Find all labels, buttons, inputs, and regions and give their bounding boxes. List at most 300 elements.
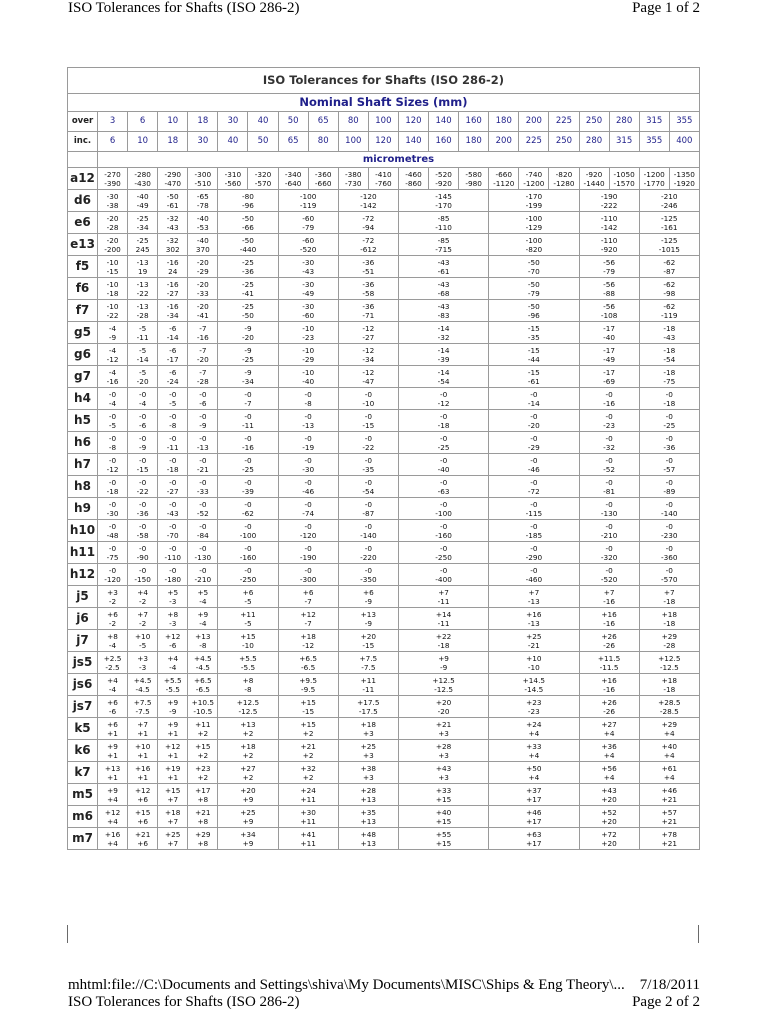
lower-deviation: -40: [302, 376, 315, 386]
tolerance-cell: [278, 740, 338, 762]
lower-deviation: -4.5: [135, 684, 150, 694]
tolerance-cell: [218, 256, 278, 278]
upper-deviation: +61: [661, 763, 677, 773]
upper-deviation: -0: [439, 455, 448, 465]
upper-deviation: +63: [526, 829, 542, 839]
tolerance-cell: [338, 784, 398, 806]
upper-deviation: +7: [528, 587, 540, 597]
tolerance-grade-label: m5: [68, 784, 98, 806]
size-over-value: 225: [549, 112, 579, 132]
upper-deviation: +48: [360, 829, 377, 839]
upper-deviation: +20: [435, 697, 452, 707]
tolerance-cell: [398, 256, 488, 278]
tolerance-grade-label: js6: [68, 674, 98, 696]
tolerance-cell: [158, 564, 188, 586]
lower-deviation: -715: [435, 244, 452, 254]
size-inc-value: 200: [489, 132, 519, 152]
lower-deviation: -8: [304, 398, 312, 408]
upper-deviation: -340: [284, 169, 302, 179]
tolerance-cell: [338, 828, 398, 850]
upper-deviation: +25: [240, 807, 256, 817]
tolerance-cell: [489, 498, 579, 520]
lower-deviation: -3: [139, 662, 147, 672]
upper-deviation: -0: [139, 499, 147, 509]
lower-deviation: -15: [106, 266, 119, 276]
tolerance-cell: [639, 498, 699, 520]
upper-deviation: +5.5: [163, 675, 182, 685]
tolerance-cell: [98, 520, 128, 542]
lower-deviation: +17: [526, 838, 542, 848]
tolerance-cell: [398, 476, 488, 498]
tolerance-cell: [128, 278, 158, 300]
upper-deviation: -36: [362, 301, 375, 311]
table-row: [68, 674, 700, 696]
upper-deviation: +18: [240, 741, 256, 751]
lower-deviation: -222: [600, 200, 618, 210]
upper-deviation: -660: [495, 169, 513, 179]
tolerance-cell: [98, 168, 128, 190]
tolerance-cell: [579, 300, 639, 322]
tolerance-cell: [489, 366, 579, 388]
upper-deviation: +21: [195, 807, 211, 817]
upper-deviation: -25: [242, 257, 254, 267]
tolerance-grade-label: h11: [68, 542, 98, 564]
lower-deviation: -199: [525, 200, 543, 210]
upper-deviation: -36: [362, 257, 375, 267]
lower-deviation: -8: [199, 640, 207, 650]
tolerance-cell: [398, 454, 488, 476]
tolerance-cell: [308, 168, 338, 190]
lower-deviation: -10: [362, 398, 375, 408]
lower-deviation: -4: [199, 618, 207, 628]
upper-deviation: -85: [437, 235, 450, 245]
lower-deviation: +4: [663, 750, 675, 760]
upper-deviation: +33: [435, 785, 452, 795]
upper-deviation: -10: [302, 367, 315, 377]
tolerance-grade-label: h6: [68, 432, 98, 454]
lower-deviation: -15: [136, 464, 149, 474]
lower-deviation: +1: [107, 772, 118, 782]
tolerance-cell: [489, 388, 579, 410]
upper-deviation: +40: [661, 741, 677, 751]
upper-deviation: +32: [300, 763, 316, 773]
upper-deviation: -15: [527, 367, 540, 377]
tolerance-cell: [98, 608, 128, 630]
lower-deviation: -220: [360, 552, 377, 562]
upper-deviation: +15: [134, 807, 151, 817]
tolerance-cell: [158, 344, 188, 366]
tolerance-cell: [278, 542, 338, 564]
upper-deviation: -0: [364, 389, 372, 399]
lower-deviation: -28.5: [659, 706, 679, 716]
lower-deviation: -58: [362, 288, 375, 298]
tolerance-cell: [579, 630, 639, 652]
lower-deviation: -60: [302, 310, 315, 320]
tolerance-cell: [98, 476, 128, 498]
lower-deviation: -18: [663, 618, 676, 628]
lower-deviation: -2.5: [105, 662, 120, 672]
tolerance-cell: [579, 806, 639, 828]
lower-deviation: -38: [106, 200, 119, 210]
tolerance-cell: [639, 476, 699, 498]
upper-deviation: +7.5: [359, 653, 378, 663]
tolerance-cell: [128, 630, 158, 652]
tolerance-cell: [188, 168, 218, 190]
lower-deviation: -1570: [613, 178, 635, 188]
lower-deviation: -28: [196, 376, 209, 386]
size-inc-value: 30: [188, 132, 218, 152]
lower-deviation: -98: [663, 288, 676, 298]
tolerance-cell: [188, 564, 218, 586]
size-inc-value: 6: [98, 132, 128, 152]
upper-deviation: -72: [362, 213, 375, 223]
size-inc-value: 160: [429, 132, 459, 152]
lower-deviation: +1: [107, 728, 118, 738]
lower-deviation: -17: [166, 354, 179, 364]
upper-deviation: +41: [300, 829, 316, 839]
tolerance-cell: [579, 256, 639, 278]
size-over-value: 10: [158, 112, 188, 132]
upper-deviation: -0: [605, 455, 613, 465]
lower-deviation: -15: [362, 420, 375, 430]
tolerance-grade-label: m6: [68, 806, 98, 828]
table-row: [68, 432, 700, 454]
tolerance-cell: [128, 388, 158, 410]
tolerance-cell: [639, 454, 699, 476]
upper-deviation: -36: [362, 279, 375, 289]
lower-deviation: -5: [108, 420, 117, 430]
upper-deviation: -40: [136, 191, 149, 201]
tolerance-cell: [98, 388, 128, 410]
upper-deviation: +38: [360, 763, 377, 773]
size-inc-value: 10: [128, 132, 158, 152]
lower-deviation: -22: [362, 442, 375, 452]
lower-deviation: 19: [137, 266, 148, 276]
upper-deviation: -14: [437, 323, 450, 333]
lower-deviation: -15: [362, 640, 375, 650]
lower-deviation: -36: [242, 266, 254, 276]
upper-deviation: -17: [603, 323, 616, 333]
upper-deviation: -0: [364, 477, 372, 487]
lower-deviation: -16: [603, 596, 616, 606]
lower-deviation: -43: [166, 222, 179, 232]
upper-deviation: +13: [104, 763, 121, 773]
tolerance-cell: [338, 542, 398, 564]
upper-deviation: +26: [601, 697, 617, 707]
lower-deviation: -7: [304, 618, 312, 628]
upper-deviation: -30: [302, 279, 315, 289]
tolerance-cell: [218, 476, 278, 498]
tolerance-cell: [218, 608, 278, 630]
upper-deviation: -0: [304, 543, 312, 553]
tolerance-cell: [338, 234, 398, 256]
lower-deviation: -19: [302, 442, 315, 452]
tolerance-cell: [218, 432, 278, 454]
lower-deviation: +3: [362, 772, 374, 782]
lower-deviation: +4: [603, 772, 615, 782]
lower-deviation: -63: [437, 486, 450, 496]
upper-deviation: +16: [526, 609, 542, 619]
upper-deviation: -14: [437, 345, 450, 355]
tolerance-cell: [338, 608, 398, 630]
lower-deviation: -170: [435, 200, 452, 210]
upper-deviation: -520: [435, 169, 452, 179]
upper-deviation: +22: [435, 631, 452, 641]
tolerance-cell: [218, 806, 278, 828]
tolerance-cell: [98, 322, 128, 344]
lower-deviation: -100: [239, 530, 257, 540]
lower-deviation: -70: [166, 530, 179, 540]
upper-deviation: -12: [362, 367, 375, 377]
tolerance-cell: [489, 608, 579, 630]
upper-deviation: -13: [136, 279, 149, 289]
lower-deviation: +20: [601, 816, 617, 826]
tolerance-cell: [218, 212, 278, 234]
lower-deviation: +13: [360, 816, 377, 826]
upper-deviation: -210: [661, 191, 678, 201]
tolerance-cell: [218, 718, 278, 740]
tolerance-cell: [158, 762, 188, 784]
upper-deviation: -0: [199, 477, 207, 487]
lower-deviation: -43: [663, 332, 676, 342]
tolerance-cell: [579, 784, 639, 806]
upper-deviation: -125: [661, 213, 678, 223]
lower-deviation: +11: [300, 794, 316, 804]
tolerance-cell: [278, 520, 338, 542]
upper-deviation: -43: [437, 301, 450, 311]
lower-deviation: -320: [600, 552, 618, 562]
lower-deviation: -4: [108, 398, 117, 408]
lower-deviation: -87: [663, 266, 676, 276]
upper-deviation: -110: [600, 213, 618, 223]
upper-deviation: -50: [527, 301, 540, 311]
upper-deviation: -9: [244, 345, 252, 355]
lower-deviation: -58: [136, 530, 149, 540]
upper-deviation: -4: [108, 345, 117, 355]
upper-deviation: -50: [527, 279, 540, 289]
upper-deviation: -0: [169, 411, 177, 421]
tolerance-cell: [398, 520, 488, 542]
lower-deviation: +4: [107, 838, 118, 848]
lower-deviation: +20: [601, 838, 617, 848]
table-row: [68, 828, 700, 850]
upper-deviation: +18: [661, 609, 677, 619]
tolerance-cell: [98, 740, 128, 762]
lower-deviation: +6: [137, 838, 149, 848]
upper-deviation: -40: [196, 235, 209, 245]
tolerance-cell: [98, 542, 128, 564]
tolerance-grade-label: a12: [68, 168, 98, 190]
upper-deviation: -62: [663, 257, 676, 267]
lower-deviation: -62: [242, 508, 254, 518]
upper-deviation: -0: [665, 565, 673, 575]
lower-deviation: +4: [663, 728, 675, 738]
upper-deviation: +12: [300, 609, 316, 619]
lower-deviation: -760: [375, 178, 392, 188]
upper-deviation: +40: [435, 807, 452, 817]
lower-deviation: -12: [437, 398, 450, 408]
tolerance-cell: [218, 366, 278, 388]
tolerance-cell: [158, 410, 188, 432]
upper-deviation: +5: [167, 587, 179, 597]
upper-deviation: +6: [107, 609, 118, 619]
lower-deviation: -16: [196, 332, 209, 342]
lower-deviation: -57: [663, 464, 676, 474]
upper-deviation: -0: [199, 565, 207, 575]
lower-deviation: -34: [362, 354, 375, 364]
tolerance-cell: [579, 278, 639, 300]
lower-deviation: -18: [663, 596, 676, 606]
lower-deviation: -40: [603, 332, 616, 342]
lower-deviation: -46: [302, 486, 315, 496]
upper-deviation: +28: [360, 785, 377, 795]
size-inc-value: 250: [549, 132, 579, 152]
lower-deviation: 302: [165, 244, 180, 254]
tolerance-cell: [398, 432, 488, 454]
lower-deviation: -16: [106, 376, 119, 386]
tolerance-cell: [218, 762, 278, 784]
lower-deviation: +3: [362, 750, 374, 760]
lower-deviation: -470: [164, 178, 182, 188]
table-row: [68, 608, 700, 630]
upper-deviation: -18: [663, 367, 676, 377]
lower-deviation: -34: [242, 376, 254, 386]
page-header-page-number: Page 1 of 2: [632, 0, 700, 16]
upper-deviation: -1350: [673, 169, 695, 179]
tolerance-cell: [278, 234, 338, 256]
upper-deviation: +16: [601, 675, 617, 685]
table-row: [68, 520, 700, 542]
tolerance-cell: [218, 300, 278, 322]
size-over-value: 200: [519, 112, 549, 132]
tolerance-cell: [98, 212, 128, 234]
tolerance-cell: [128, 344, 158, 366]
upper-deviation: -0: [304, 433, 312, 443]
tolerance-cell: [278, 322, 338, 344]
lower-deviation: -142: [360, 200, 377, 210]
lower-deviation: -87: [362, 508, 375, 518]
upper-deviation: -580: [465, 169, 482, 179]
tolerance-cell: [579, 212, 639, 234]
upper-deviation: +46: [526, 807, 542, 817]
tolerance-cell: [128, 410, 158, 432]
tolerance-cell: [278, 432, 338, 454]
lower-deviation: -32: [603, 442, 616, 452]
tolerance-cell: [98, 366, 128, 388]
lower-deviation: +2: [197, 728, 209, 738]
tolerance-cell: [128, 608, 158, 630]
tolerance-cell: [158, 520, 188, 542]
lower-deviation: -88: [603, 288, 616, 298]
lower-deviation: -18: [663, 398, 676, 408]
lower-deviation: -160: [239, 552, 257, 562]
lower-deviation: -9: [139, 442, 147, 452]
tolerance-cell: [98, 564, 128, 586]
tolerance-cell: [218, 740, 278, 762]
lower-deviation: +3: [438, 772, 449, 782]
lower-deviation: -18: [106, 486, 119, 496]
upper-deviation: +19: [165, 763, 181, 773]
lower-deviation: -1120: [493, 178, 515, 188]
tolerance-cell: [278, 828, 338, 850]
lower-deviation: -9.5: [301, 684, 316, 694]
upper-deviation: +9.5: [299, 675, 318, 685]
tolerance-cell: [429, 168, 459, 190]
lower-deviation: -32: [437, 332, 450, 342]
lower-deviation: -41: [242, 288, 254, 298]
lower-deviation: -6: [199, 398, 207, 408]
lower-deviation: -41: [196, 310, 209, 320]
upper-deviation: -10: [106, 279, 119, 289]
tolerance-grade-label: k7: [68, 762, 98, 784]
tolerance-cell: [278, 718, 338, 740]
tolerance-cell: [398, 542, 488, 564]
tolerance-cell: [188, 586, 218, 608]
footer-file-path: mhtml:file://C:\Documents and Settings\shiva\My Documents\MISC\Ships & Eng Theory\...: [68, 977, 625, 993]
upper-deviation: -0: [169, 433, 177, 443]
upper-deviation: +29: [661, 719, 677, 729]
lower-deviation: -17.5: [358, 706, 378, 716]
tolerance-cell: [158, 652, 188, 674]
upper-deviation: -20: [196, 279, 209, 289]
upper-deviation: -16: [166, 301, 179, 311]
tolerance-cell: [278, 696, 338, 718]
upper-deviation: -10: [106, 301, 119, 311]
tolerance-cell: [489, 168, 519, 190]
tolerance-cell: [188, 432, 218, 454]
tolerance-cell: [128, 476, 158, 498]
upper-deviation: -0: [304, 477, 312, 487]
tolerance-cell: [188, 674, 218, 696]
lower-deviation: -30: [302, 464, 315, 474]
upper-deviation: +12: [104, 807, 121, 817]
lower-deviation: -33: [196, 288, 209, 298]
upper-deviation: -0: [605, 389, 613, 399]
tolerance-cell: [188, 234, 218, 256]
lower-deviation: -54: [663, 354, 676, 364]
upper-deviation: -0: [108, 411, 117, 421]
upper-deviation: -0: [439, 411, 448, 421]
tolerance-cell: [188, 388, 218, 410]
lower-deviation: -161: [661, 222, 678, 232]
upper-deviation: -50: [242, 213, 254, 223]
lower-deviation: -30: [106, 508, 119, 518]
lower-deviation: -9: [439, 662, 448, 672]
tolerance-cell: [398, 212, 488, 234]
tolerance-grade-label: js7: [68, 696, 98, 718]
tolerance-cell: [278, 608, 338, 630]
tolerance-cell: [579, 432, 639, 454]
tolerance-cell: [158, 696, 188, 718]
tolerance-cell: [98, 410, 128, 432]
upper-deviation: +36: [601, 741, 617, 751]
lower-deviation: -84: [196, 530, 209, 540]
upper-deviation: +17: [195, 785, 211, 795]
upper-deviation: +18: [165, 807, 181, 817]
lower-deviation: -21: [196, 464, 209, 474]
lower-deviation: -23: [527, 706, 540, 716]
tolerance-cell: [218, 278, 278, 300]
lower-deviation: -90: [136, 552, 149, 562]
upper-deviation: -0: [605, 499, 613, 509]
upper-deviation: -0: [244, 455, 252, 465]
tolerance-cell: [278, 278, 338, 300]
upper-deviation: -15: [527, 345, 540, 355]
lower-deviation: -18: [437, 640, 450, 650]
lower-deviation: +4: [107, 794, 118, 804]
lower-deviation: -20: [136, 376, 149, 386]
tolerance-cell: [98, 674, 128, 696]
